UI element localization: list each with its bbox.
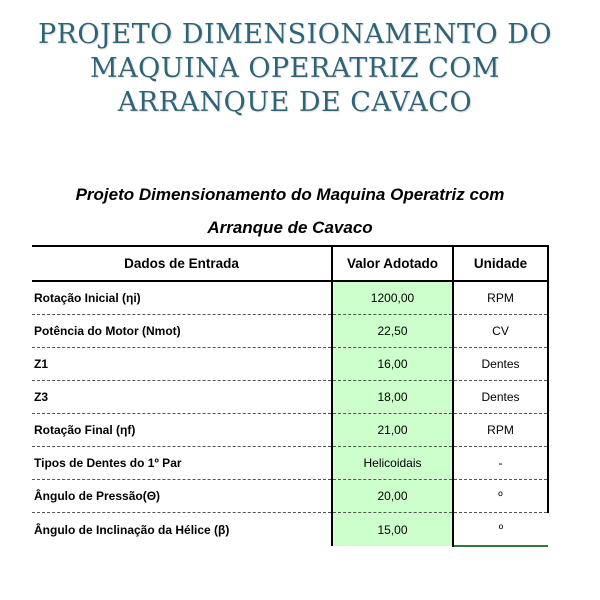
row-value-cell[interactable]: 22,50 [332,315,453,348]
row-label: Tipos de Dentes do 1º Par [32,447,332,480]
row-label: Ângulo de Inclinação da Hélice (β) [34,522,230,537]
table-row [32,381,548,414]
row-unit: RPM [453,414,548,447]
row-unit: - [453,447,548,480]
row-label: Rotação Final (ηf) [32,414,332,447]
row-unit: RPM [453,281,548,315]
row-label: Rotação Inicial (ηi) [32,281,332,315]
header-unit: Unidade [453,246,548,281]
sheet-title-line-2: Arranque de Cavaco [207,218,373,237]
row-label: Z1 [32,348,332,381]
input-data-table [32,245,549,547]
row-value-cell[interactable]: Helicoidais [332,447,453,480]
row-value-cell[interactable]: 1200,00 [332,281,453,315]
header-value: Valor Adotado [332,246,453,281]
row-label: Ângulo de Pressão(Θ) [32,480,332,513]
row-label: Z3 [32,381,332,414]
table-row [32,414,548,447]
row-unit: Dentes [453,381,548,414]
sheet-title-line-1: Projeto Dimensionamento do Maquina Operatriz com [75,185,505,204]
row-value-cell[interactable]: 18,00 [332,381,453,414]
main-title-line-2: MAQUINA OPERATRIZ COM [89,53,501,84]
row-value-cell[interactable]: 15,00 [332,513,453,547]
main-title-line-3: ARRANQUE DE CAVACO [117,87,473,118]
table-row [32,447,548,480]
row-unit: Dentes [453,348,548,381]
main-title-line-1: PROJETO DIMENSIONAMENTO DO [37,19,553,50]
row-value-cell[interactable]: 16,00 [332,348,453,381]
table-row [32,281,548,315]
table-row [32,480,548,513]
row-unit: CV [453,315,548,348]
row-unit: º [453,480,548,513]
table-row [32,348,548,381]
row-unit: º [453,513,548,547]
table-header-row [32,246,548,281]
row-label: Potência do Motor (Nmot) [32,315,332,348]
table-row [32,513,548,547]
header-input: Dados de Entrada [32,246,332,281]
row-value-cell[interactable]: 21,00 [332,414,453,447]
main-title [0,18,590,120]
row-value-cell[interactable]: 20,00 [332,480,453,513]
table-row [32,315,548,348]
